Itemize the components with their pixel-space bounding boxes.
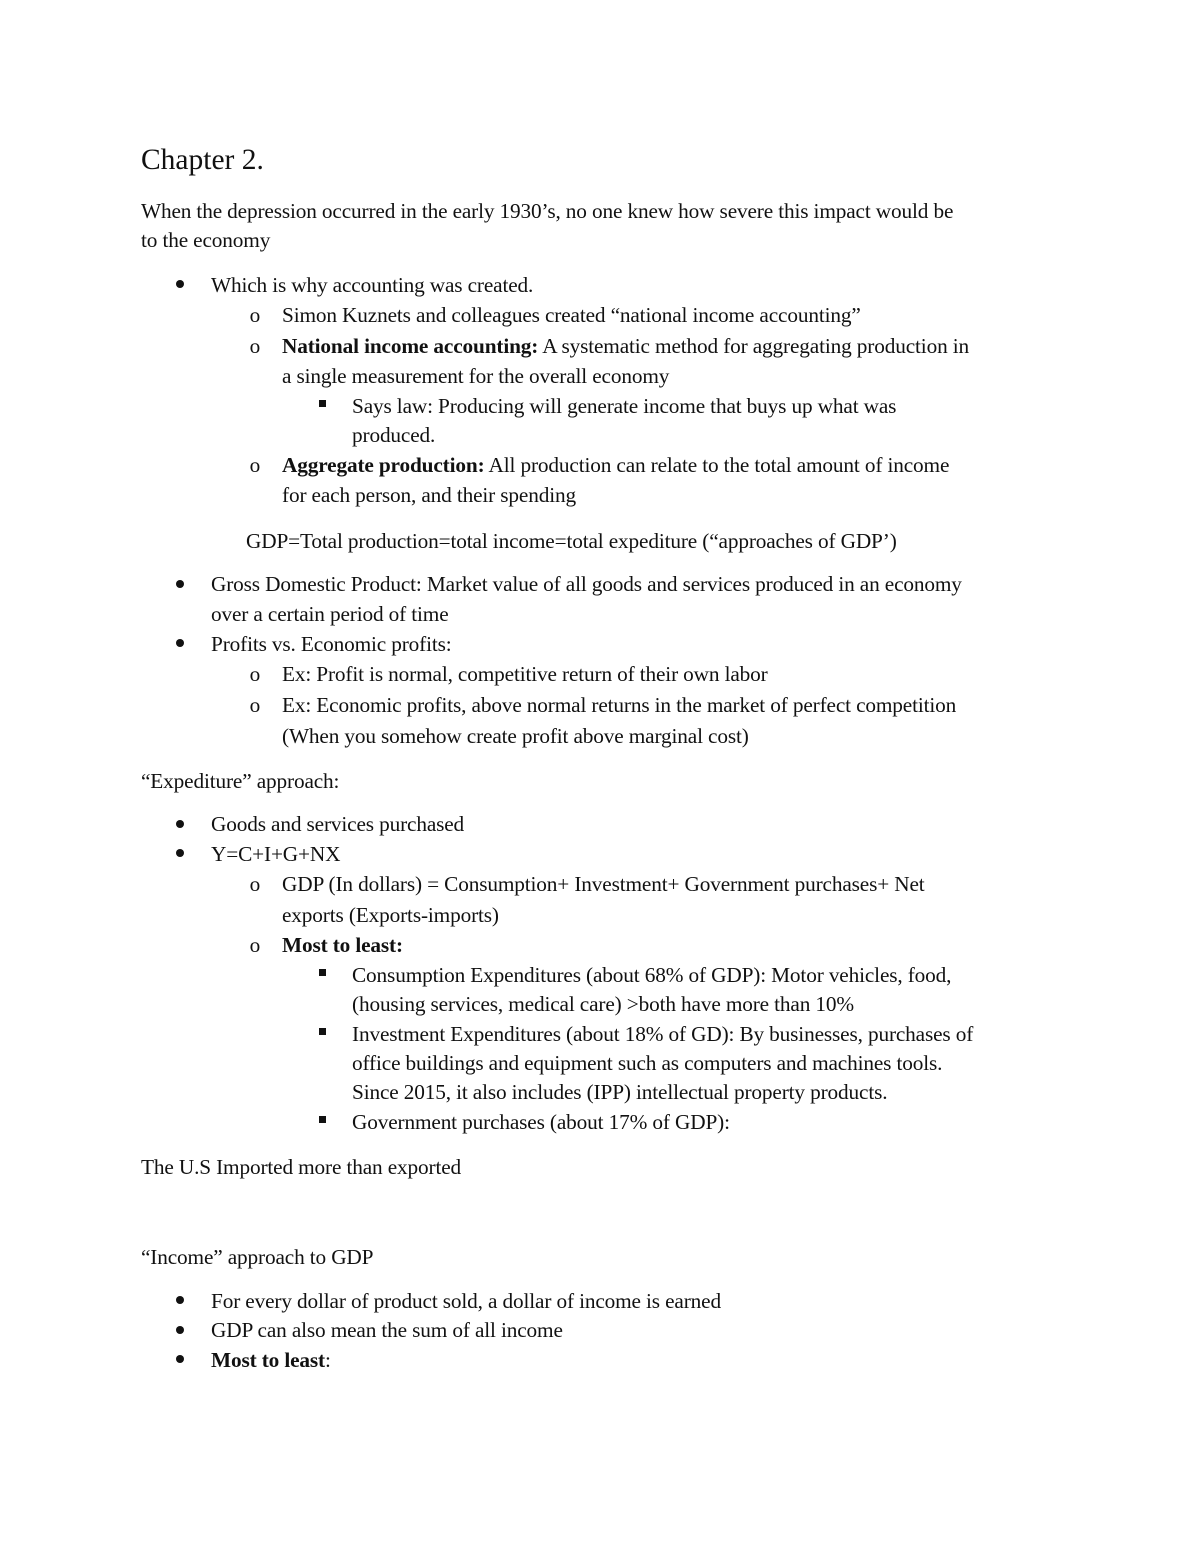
intro-line-1: When the depression occurred in the early 1930’s, no one knew how severe this impact would be (141, 199, 954, 223)
list-item: Investment Expenditures (about 18% of GD): By businesses, purchases of (352, 1022, 974, 1046)
list-item: Gross Domestic Product: Market value of all goods and services produced in an economy (211, 572, 962, 596)
term-national-income-accounting: National income accounting: (282, 334, 539, 358)
bullet-dot-icon (176, 1326, 184, 1334)
bullet-dot-icon (176, 280, 184, 288)
list-item-continuation: (When you somehow create profit above marginal cost) (282, 724, 749, 748)
list-item: GDP can also mean the sum of all income (211, 1318, 563, 1342)
list-item: Simon Kuznets and colleagues created “national income accounting” (282, 303, 861, 327)
list-item-continuation: over a certain period of time (211, 602, 449, 626)
list-item: Profits vs. Economic profits: (211, 632, 452, 656)
circle-bullet-icon: o (249, 872, 261, 896)
list-item (282, 450, 949, 480)
list-item-continuation: (housing services, medical care) >both have more than 10% (352, 992, 854, 1016)
list-item: Ex: Profit is normal, competitive return of their own labor (282, 662, 768, 686)
bullet-dot-icon (176, 580, 184, 588)
bullet-dot-icon (176, 639, 184, 647)
list-item-continuation: exports (Exports-imports) (282, 903, 499, 927)
list-item: GDP (In dollars) = Consumption+ Investment+ Government purchases+ Net (282, 872, 925, 896)
definition-text: A systematic method for aggregating production in (538, 334, 970, 358)
square-bullet-icon (319, 969, 326, 976)
bullet-dot-icon (176, 1296, 184, 1304)
list-item: Ex: Economic profits, above normal returns in the market of perfect competition (282, 693, 957, 717)
list-item-continuation: office buildings and equipment such as computers and machines tools. (352, 1051, 943, 1075)
circle-bullet-icon: o (249, 303, 261, 327)
colon-text: : (324, 1348, 331, 1372)
list-item: Says law: Producing will generate income that buys up what was (352, 394, 897, 418)
bullet-dot-icon (176, 1355, 184, 1363)
intro-line-2: to the economy (141, 228, 271, 252)
list-item: Y=C+I+G+NX (211, 842, 341, 866)
list-item: Goods and services purchased (211, 812, 465, 836)
bullet-dot-icon (176, 820, 184, 828)
square-bullet-icon (319, 1028, 326, 1035)
term-aggregate-production: Aggregate production: (282, 453, 485, 477)
term-most-to-least: Most to least (211, 1348, 325, 1372)
circle-bullet-icon: o (249, 693, 261, 717)
section-heading-income: “Income” approach to GDP (141, 1245, 374, 1269)
list-item-continuation: Since 2015, it also includes (IPP) intellectual property products. (352, 1080, 888, 1104)
list-item-continuation: for each person, and their spending (282, 483, 576, 507)
circle-bullet-icon: o (249, 334, 261, 358)
list-item: For every dollar of product sold, a dollar of income is earned (211, 1289, 721, 1313)
circle-bullet-icon: o (249, 662, 261, 686)
list-item (211, 1345, 331, 1375)
circle-bullet-icon: o (249, 933, 261, 957)
chapter-title: Chapter 2. (141, 144, 264, 176)
list-item-most-to-least: Most to least: (282, 933, 403, 957)
section-heading-expenditure: “Expediture” approach: (141, 769, 340, 793)
list-item: Government purchases (about 17% of GDP): (352, 1110, 730, 1134)
definition-text: All production can relate to the total amount of income (484, 453, 950, 477)
list-item-continuation: produced. (352, 423, 436, 447)
square-bullet-icon (319, 400, 326, 407)
paragraph-us-imports: The U.S Imported more than exported (141, 1155, 462, 1179)
list-item: Which is why accounting was created. (211, 273, 534, 297)
list-item (282, 331, 969, 361)
circle-bullet-icon: o (249, 453, 261, 477)
list-item: Consumption Expenditures (about 68% of GDP): Motor vehicles, food, (352, 963, 952, 987)
list-item-continuation: a single measurement for the overall economy (282, 364, 670, 388)
gdp-identity-line: GDP=Total production=total income=total expediture (“approaches of GDP’) (246, 529, 897, 553)
bullet-dot-icon (176, 849, 184, 857)
square-bullet-icon (319, 1116, 326, 1123)
